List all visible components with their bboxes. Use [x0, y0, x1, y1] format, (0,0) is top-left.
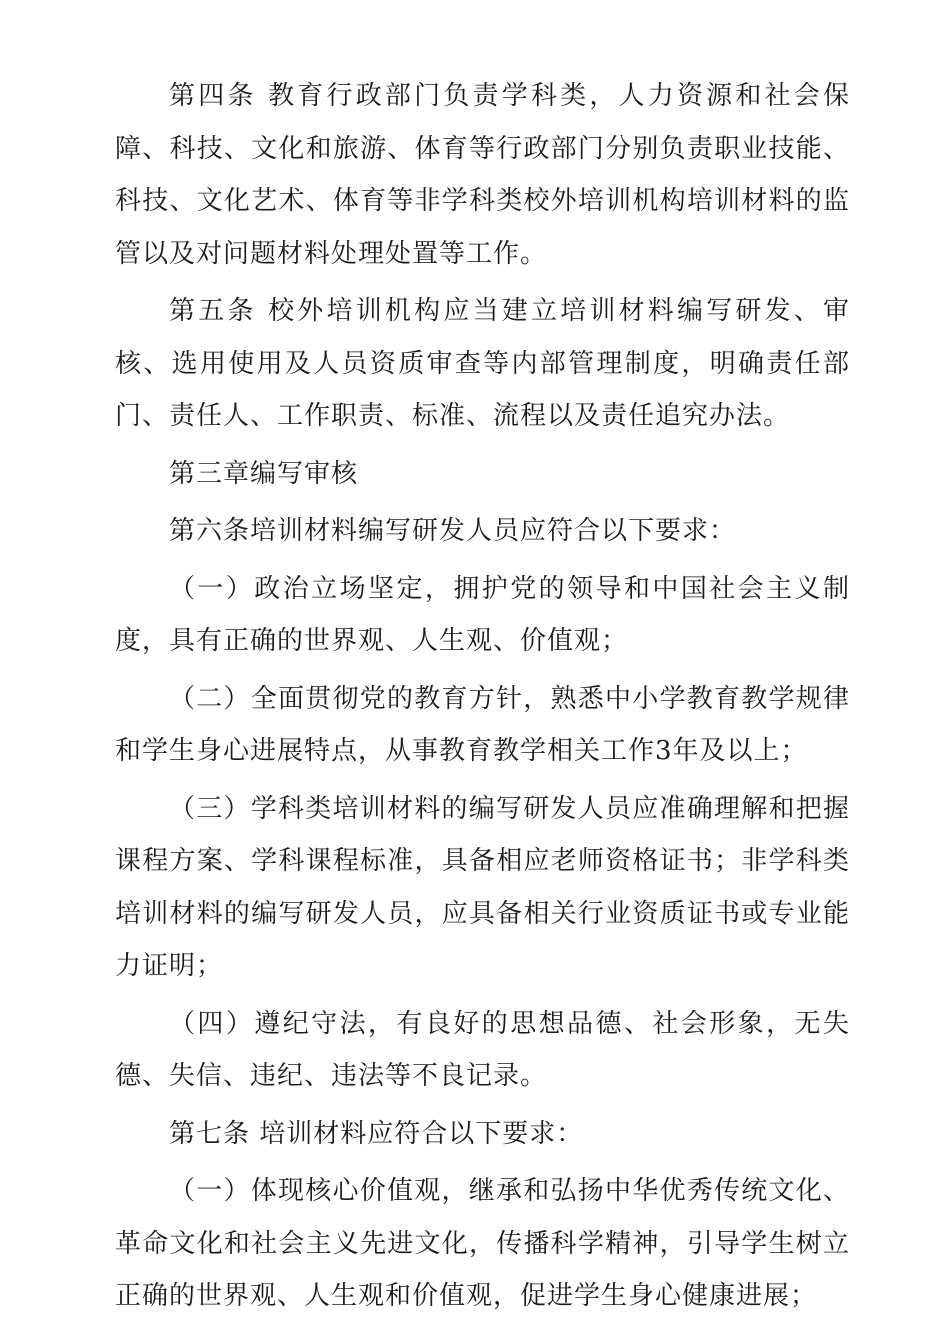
paragraph-article-5: 第五条 校外培训机构应当建立培训材料编写研发、审核、选用使用及人员资质审查等内部管理制度，明确责任部门、责任人、工作职责、标准、流程以及责任追究办法。 — [115, 296, 850, 431]
list-item-7-1: （一）体现核心价值观，继承和弘扬中华优秀传统文化、革命文化和社会主义先进文化，传播科学精神，引导学生树立正确的世界观、人生观和价值观，促进学生身心健康进展； — [115, 1176, 850, 1311]
chapter-3-heading: 第三章编写审核 — [169, 458, 359, 489]
list-item-6-3: （三）学科类培训材料的编写研发人员应准确理解和把握课程方案、学科课程标准，具备相应老师资格证书；非学科类培训材料的编写研发人员，应具备相关行业资质证书或专业能力证明； — [115, 793, 850, 981]
list-item-6-4: （四）遵纪守法，有良好的思想品德、社会形象，无失德、失信、违纪、违法等不良记录。 — [115, 1008, 850, 1091]
list-item-6-1: （一）政治立场坚定，拥护党的领导和中国社会主义制度，具有正确的世界观、人生观、价值观； — [115, 573, 850, 656]
document-body — [115, 70, 850, 1328]
paragraph-article-7: 第七条 培训材料应符合以下要求： — [169, 1118, 584, 1149]
list-item-6-2: （二）全面贯彻党的教育方针，熟悉中小学教育教学规律和学生身心进展特点，从事教育教学相关工作3年及以上； — [115, 683, 850, 766]
paragraph-article-6: 第六条培训材料编写研发人员应符合以下要求： — [169, 516, 737, 546]
paragraph-article-4: 第四条 教育行政部门负责学科类，人力资源和社会保障、科技、文化和旅游、体育等行政部门分别负责职业技能、科技、文化艺术、体育等非学科类校外培训机构培训材料的监管以及对问题材料处理处置等工作。 — [115, 81, 850, 269]
